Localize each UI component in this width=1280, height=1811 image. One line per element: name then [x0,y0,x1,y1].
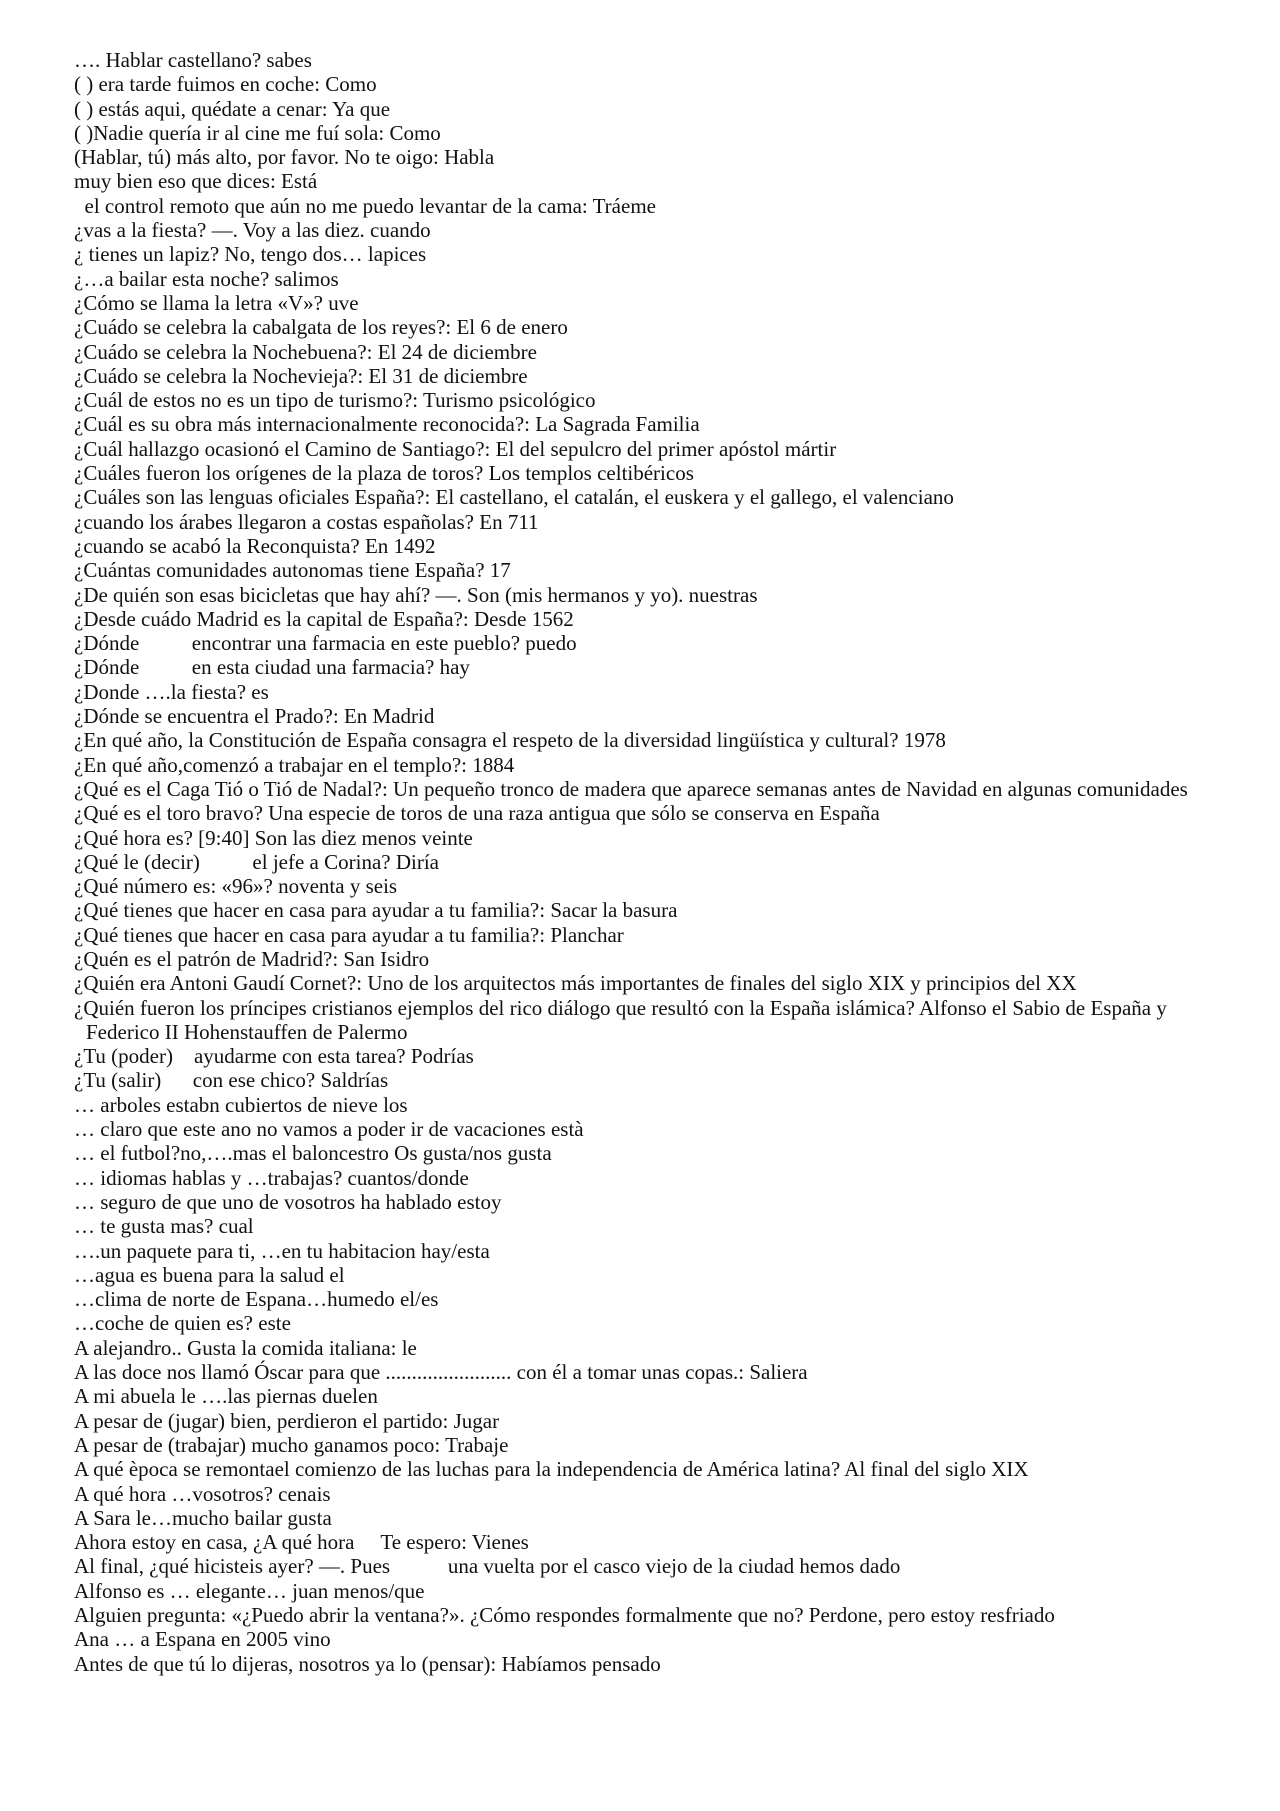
text-line: …. Hablar castellano? sabes [74,48,312,72]
text-line: ( )Nadie quería ir al cine me fuí sola: Como [74,120,441,145]
text-line: … el futbol?no,….mas el baloncestro Os gusta/nos gusta [74,1141,552,1166]
text-line: Alguien pregunta: «¿Puedo abrir la ventana?». ¿Cómo respondes formalmente que no? Perdone, pero estoy resfriado [74,1603,1055,1627]
text-line: …coche de quien es? este [74,1311,291,1336]
text-line: … seguro de que uno de vosotros ha hablado estoy [74,1189,502,1214]
text-line: ¿Donde ….la fiesta? es [74,679,269,704]
text-line: …agua es buena para la salud el [74,1262,345,1287]
text-line: ¿Tu (poder) ayudarme con esta tarea? Podrías [74,1044,474,1069]
text-line: …clima de norte de Espana…humedo el/es [74,1287,439,1312]
text-line: ¿Cuál de estos no es un tipo de turismo?: Turismo psicológico [74,388,596,413]
text-line: ¿cuando los árabes llegaron a costas españolas? En 711 [74,509,539,534]
text-line: A qué hora …vosotros? cenais [74,1481,331,1506]
text-line: ¿En qué año, la Constitución de España consagra el respeto de la diversidad lingüística y cultural? 1978 [74,728,946,753]
text-line: ¿…a bailar esta noche? salimos [74,266,339,291]
text-line: ¿Cuántas comunidades autonomas tiene España? 17 [74,558,511,583]
text-line: Alfonso es … elegante… juan menos/que [74,1578,425,1603]
text-line: A qué època se remontael comienzo de las luchas para la independencia de América latina? Al final del siglo XIX [74,1457,1029,1482]
text-line: ¿Qué tienes que hacer en casa para ayudar a tu familia?: Planchar [74,922,624,947]
text-line: ¿vas a la fiesta? —. Voy a las diez. cuando [74,218,431,243]
text-line: ¿Qué le (decir) el jefe a Corina? Diría [74,849,439,874]
text-line: ¿Cómo se llama la letra «V»? uve [74,290,359,315]
text-line: ¿Qué es el Caga Tió o Tió de Nadal?: Un pequeño tronco de madera que aparece semanas antes de Navidad en algunas comunidades [74,776,1188,801]
text-line: ( ) estás aqui, quédate a cenar: Ya que [74,96,391,121]
text-line: ¿Quién era Antoni Gaudí Cornet?: Uno de los arquitectos más importantes de finales del siglo XIX y principios del XX [74,971,1077,996]
text-line: (Hablar, tú) más alto, por favor. No te oigo: Habla [74,145,495,170]
text-line: ¿Cuádo se celebra la Nochebuena?: El 24 de diciembre [74,339,537,364]
text-line: ¿En qué año,comenzó a trabajar en el templo?: 1884 [74,752,515,777]
text-line: ….un paquete para ti, …en tu habitacion hay/esta [74,1238,490,1263]
text-line: … te gusta mas? cual [74,1214,254,1239]
text-line: ¿ tienes un lapiz? No, tengo dos… lapices [74,242,427,267]
text-line: Ahora estoy en casa, ¿A qué hora Te espero: Vienes [74,1530,529,1555]
text-line: muy bien eso que dices: Está [74,169,318,194]
text-line: A pesar de (trabajar) mucho ganamos poco: Trabaje [74,1432,509,1457]
text-line: ¿Quién fueron los príncipes cristianos ejemplos del rico diálogo que resultó con la España islámica? Alfonso el Sabio de España y Federico II Hohenstauffen de Palermo [74,995,1173,1044]
text-line: A pesar de (jugar) bien, perdieron el partido: Jugar [74,1408,500,1433]
text-line: Ana … a Espana en 2005 vino [74,1627,331,1652]
text-line: … idiomas hablas y …trabajas? cuantos/donde [74,1165,469,1190]
text-line: A mi abuela le ….las piernas duelen [74,1384,378,1409]
text-line: ¿Qué es el toro bravo? Una especie de toros de una raza antigua que sólo se conserva en España [74,801,880,826]
text-line: ¿cuando se acabó la Reconquista? En 1492 [74,533,436,558]
text-line: el control remoto que aún no me puedo levantar de la cama: Tráeme [74,193,656,218]
text-line: ¿Dónde se encuentra el Prado?: En Madrid [74,704,435,729]
text-line: Al final, ¿qué hicisteis ayer? —. Pues una vuelta por el casco viejo de la ciudad hemos dado [74,1554,901,1579]
text-line: ¿Cuál hallazgo ocasionó el Camino de Santiago?: El del sepulcro del primer apóstol mártir [74,436,837,461]
document-body [74,48,1214,1676]
text-line: ¿Qué número es: «96»? noventa y seis [74,874,398,899]
text-line: ¿Cuádo se celebra la Nochevieja?: El 31 de diciembre [74,363,528,388]
text-line: ¿De quién son esas bicicletas que hay ahí? —. Son (mis hermanos y yo). nuestras [74,582,758,607]
text-line: … arboles estabn cubiertos de nieve los [74,1092,408,1117]
text-line: ¿Dónde encontrar una farmacia en este pueblo? puedo [74,631,577,656]
text-line: ¿Qué hora es? [9:40] Son las diez menos veinte [74,825,473,850]
text-line: … claro que este ano no vamos a poder ir de vacaciones està [74,1117,584,1142]
text-line: ¿Qué tienes que hacer en casa para ayudar a tu familia?: Sacar la basura [74,898,678,923]
text-line: ¿Desde cuádo Madrid es la capital de España?: Desde 1562 [74,606,574,631]
text-line: Antes de que tú lo dijeras, nosotros ya lo (pensar): Habíamos pensado [74,1651,661,1676]
text-line: ¿Tu (salir) con ese chico? Saldrías [74,1068,389,1093]
text-line: ¿Dónde en esta ciudad una farmacia? hay [74,655,470,680]
text-line: A alejandro.. Gusta la comida italiana: le [74,1335,417,1360]
text-line: ¿Cuáles fueron los orígenes de la plaza de toros? Los templos celtibéricos [74,461,694,486]
text-line: A las doce nos llamó Óscar para que ........................ con él a tomar unas copas.: Saliera [74,1360,808,1385]
text-line: ¿Quén es el patrón de Madrid?: San Isidro [74,946,430,971]
text-line: ¿Cuál es su obra más internacionalmente reconocida?: La Sagrada Familia [74,412,700,437]
text-line: ¿Cuádo se celebra la cabalgata de los reyes?: El 6 de enero [74,315,568,340]
text-line: ( ) era tarde fuimos en coche: Como [74,72,377,97]
text-line: A Sara le…mucho bailar gusta [74,1505,332,1530]
text-line: ¿Cuáles son las lenguas oficiales España?: El castellano, el catalán, el euskera y el gallego, el valenciano [74,485,954,510]
